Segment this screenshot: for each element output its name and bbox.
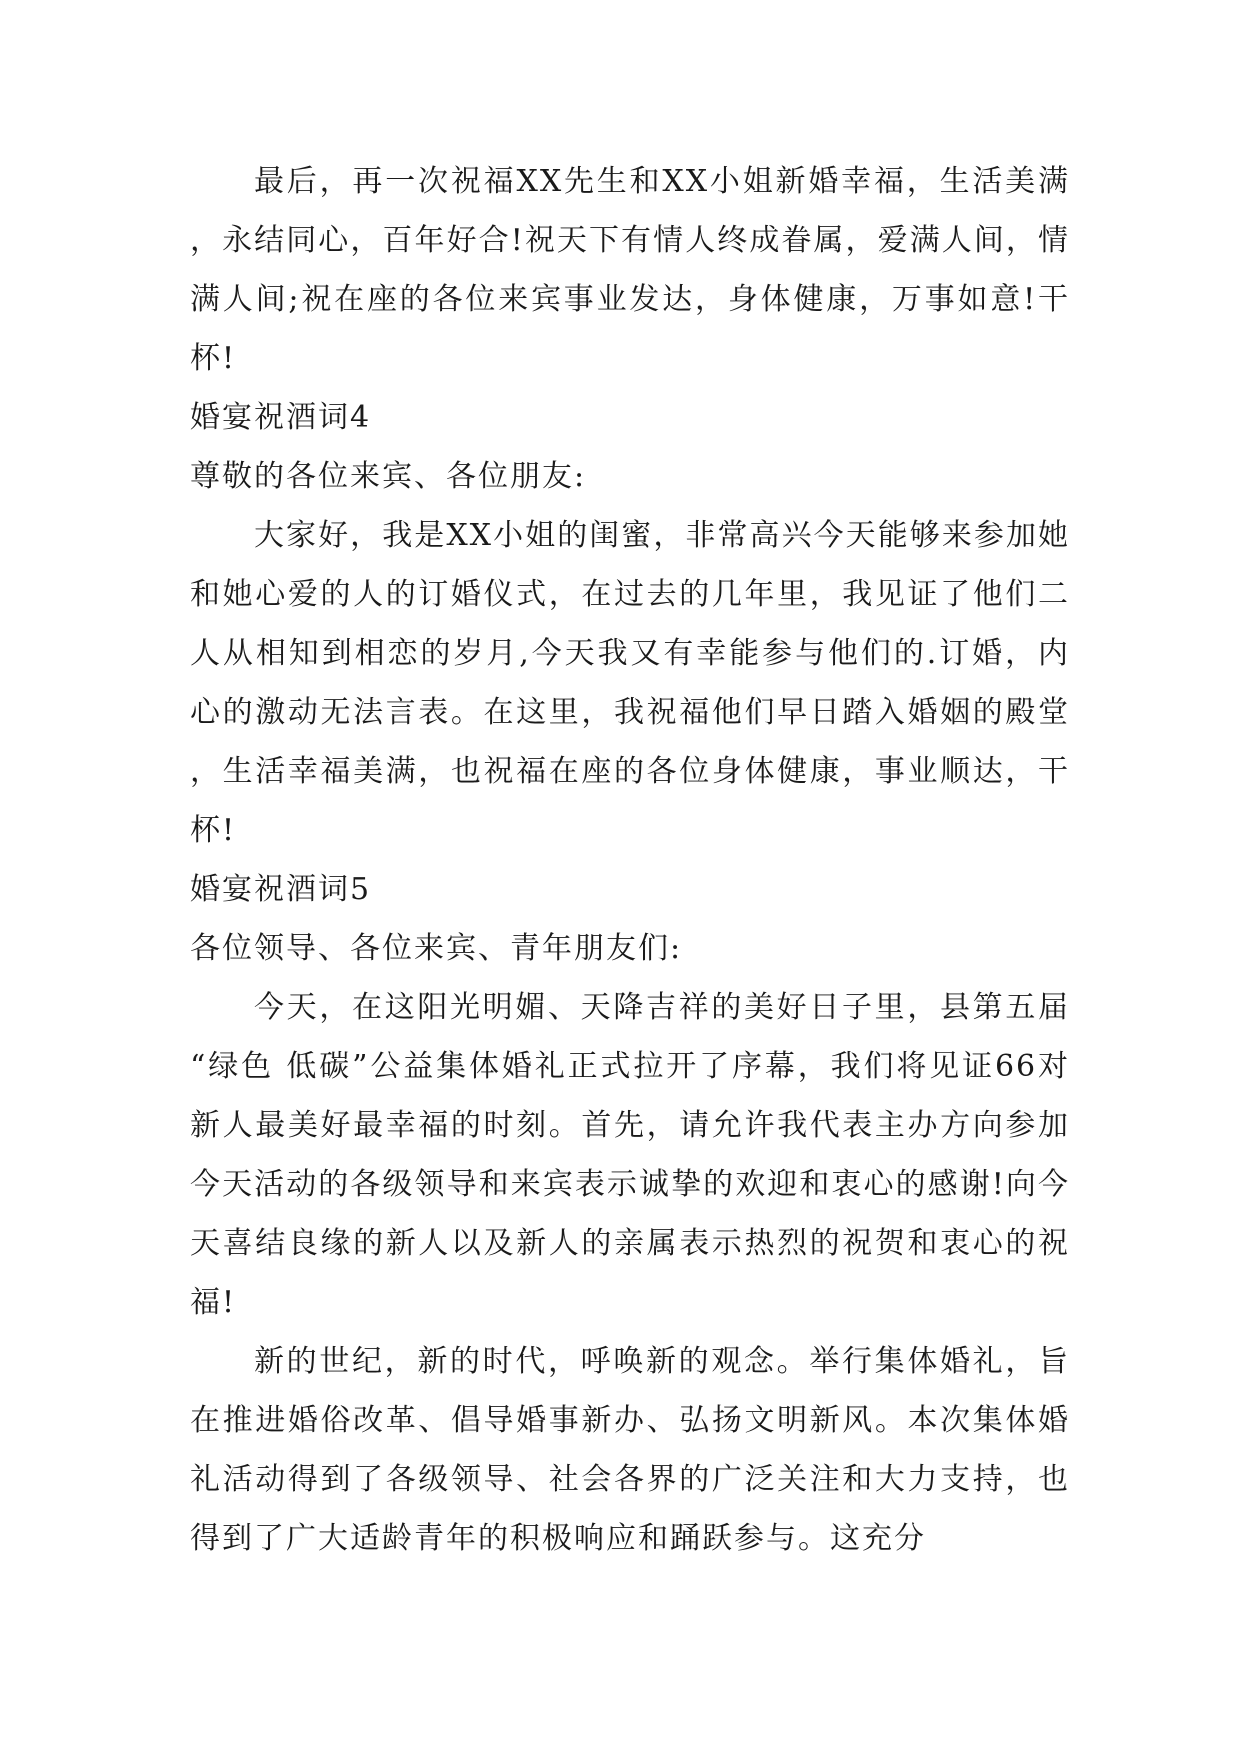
paragraph-toast-5-purpose: 新的世纪，新的时代，呼唤新的观念。举行集体婚礼，旨在推进婚俗改革、倡导婚事新办、弘扬文明新风。本次集体婚礼活动得到了各级领导、社会各界的广泛关注和大力支持，也得到了广大适龄青年的积极响应和踊跃参与。这充分 — [190, 1344, 1070, 1556]
paragraph-toast-5-opening: 今天，在这阳光明媚、天降吉祥的美好日子里，县第五届“绿色 低碳”公益集体婚礼正式拉开了序幕，我们将见证66对新人最美好最幸福的时刻。首先，请允许我代表主办方向参加今天活动的各级领导和来宾表示诚挚的欢迎和衷心的感谢!向今天喜结良缘的新人以及新人的亲属表示热烈的祝贺和衷心的祝福! — [190, 990, 1070, 1320]
section-heading-toast-4: 婚宴祝酒词4 — [190, 400, 372, 435]
salutation-toast-4: 尊敬的各位来宾、各位朋友: — [190, 459, 587, 494]
paragraph-toast-4: 大家好，我是XX小姐的闺蜜，非常高兴今天能够来参加她和她心爱的人的订婚仪式，在过去的几年里，我见证了他们二人从相知到相恋的岁月,今天我又有幸能参与他们的.订婚，内心的激动无法言表。在这里，我祝福他们早日踏入婚姻的殿堂，生活幸福美满，也祝福在座的各位身体健康，事业顺达，干杯! — [190, 518, 1070, 848]
document-body — [190, 152, 1070, 1568]
section-heading-toast-5: 婚宴祝酒词5 — [190, 872, 372, 907]
salutation-toast-5: 各位领导、各位来宾、青年朋友们: — [190, 931, 683, 966]
paragraph-closing-toast: 最后，再一次祝福XX先生和XX小姐新婚幸福，生活美满，永结同心，百年好合!祝天下有情人终成眷属，爱满人间，情满人间;祝在座的各位来宾事业发达，身体健康，万事如意!干杯! — [190, 164, 1070, 376]
